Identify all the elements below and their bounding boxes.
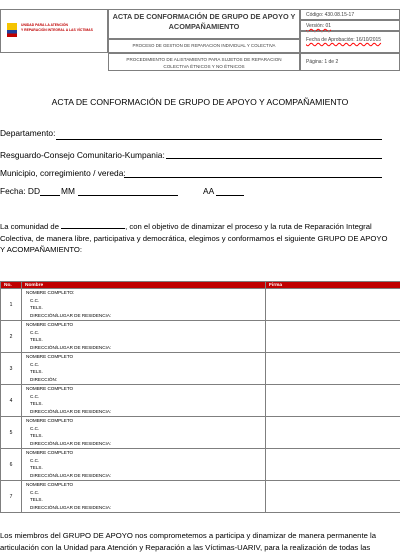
document-code: Código: 430.08.15-17	[306, 12, 355, 18]
header-title-cell	[108, 9, 300, 39]
header-process: PROCESO DE GESTION DE REPARACION INDIVIDUAL Y COLECTIVA	[132, 43, 276, 48]
fecha-mm-label: MM	[61, 186, 75, 196]
departamento-input-line[interactable]	[56, 139, 382, 140]
signature-cell[interactable]	[266, 417, 400, 449]
header-no: No.	[1, 282, 22, 289]
signature-cell[interactable]	[266, 481, 400, 513]
code-cell	[300, 9, 400, 20]
header-subprocess: PROCEDIMIENTO DE ALISTAMIENTO PARA SUJETOS DE REPARACION COLECTIVA ÉTNICOS Y NO ÉTNICOS	[126, 57, 282, 69]
closing-line-2: articulación con la Unidad para Atención y Reparación a las Víctimas-UARIV, para la realización de todas las	[0, 543, 371, 552]
table-row	[1, 481, 400, 513]
signature-cell[interactable]	[266, 385, 400, 417]
fecha-dd-input-line[interactable]	[40, 195, 60, 196]
signature-cell[interactable]	[266, 449, 400, 481]
table-row	[1, 321, 400, 353]
approval-cell	[300, 31, 400, 53]
colombia-flag-icon	[7, 23, 17, 37]
member-info-cell[interactable]: NOMBRE COMPLETO C.C. TELS. DIRECCIÓN/LUGAR DE RESIDENCIA:	[22, 321, 266, 353]
intro-line-2: Colectiva, de manera libre, participativa y democrática, elegimos y conformamos el siguiente GRUPO DE APOYO	[0, 234, 388, 243]
table-row	[1, 289, 400, 321]
row-number: 1	[1, 289, 22, 321]
closing-line-1: Los miembros del GRUPO DE APOYO nos comprometemos a participa y dinamizar de manera permanente la	[0, 531, 376, 540]
fecha-aa-label: AA	[203, 186, 215, 196]
document-header	[0, 9, 400, 67]
signature-cell[interactable]	[266, 321, 400, 353]
row-number: 6	[1, 449, 22, 481]
municipio-label: Municipio, corregimiento / vereda:	[0, 168, 126, 178]
document-version: Versión: 01	[306, 23, 332, 29]
fecha-dd-label: Fecha: DD	[0, 186, 41, 196]
row-number: 2	[1, 321, 22, 353]
departamento-label: Departamento:	[0, 128, 56, 138]
signature-cell[interactable]	[266, 289, 400, 321]
member-info-cell[interactable]: NOMBRE COMPLETO C.C. TELS. DIRECCIÓN:	[22, 353, 266, 385]
document-title: ACTA DE CONFORMACIÓN DE GRUPO DE APOYO Y ACOMPAÑAMIENTO	[51, 97, 349, 107]
intro-line-1: La comunidad de , con el objetivo de dinamizar el proceso y la ruta de Reparación Integral	[0, 222, 372, 231]
fecha-aa-input-line[interactable]	[216, 195, 244, 196]
member-info-cell[interactable]: NOMBRE COMPLETO C.C. TELS. DIRECCIÓN/LUGAR DE RESIDENCIA:	[22, 481, 266, 513]
header-title: ACTA DE CONFORMACIÓN DE GRUPO DE APOYO Y ACOMPAÑAMIENTO	[112, 12, 296, 31]
header-nombre: Nombre	[22, 282, 266, 289]
community-input-line[interactable]	[61, 221, 125, 229]
page-number: Página: 1 de 2	[306, 59, 339, 65]
member-info-cell[interactable]: NOMBRE COMPLETO C.C. TELS. DIRECCIÓN/LUGAR DE RESIDENCIA:	[22, 449, 266, 481]
member-info-cell[interactable]: NOMBRE COMPLETO C.C. TELS. DIRECCIÓN/LUGAR DE RESIDENCIA:	[22, 417, 266, 449]
header-firma: Firma	[266, 282, 400, 289]
intro-line-3: Y ACOMPAÑAMIENTO:	[0, 245, 83, 254]
table-row	[1, 353, 400, 385]
table-row	[1, 385, 400, 417]
header-subprocess-cell	[108, 53, 300, 71]
row-number: 4	[1, 385, 22, 417]
group-members-table	[0, 281, 400, 513]
row-number: 7	[1, 481, 22, 513]
municipio-input-line[interactable]	[124, 177, 382, 178]
signature-cell[interactable]	[266, 353, 400, 385]
logo-text: UNIDAD PARA LA ATENCIÓN Y REPARACIÓN INTEGRAL A LAS VÍCTIMAS	[21, 23, 93, 32]
row-number: 5	[1, 417, 22, 449]
header-process-cell	[108, 39, 300, 53]
resguardo-input-line[interactable]	[166, 158, 382, 159]
table-row	[1, 449, 400, 481]
page-cell	[300, 53, 400, 71]
table-header-row	[1, 282, 400, 289]
logo-cell	[0, 9, 108, 53]
table-row	[1, 417, 400, 449]
member-info-cell[interactable]: NOMBRE COMPLETO C.C. TELS. DIRECCIÓN/LUGAR DE RESIDENCIA:	[22, 385, 266, 417]
version-cell	[300, 20, 400, 31]
fecha-mm-input-line[interactable]	[78, 195, 178, 196]
approval-date: Fecha de Aprobación: 16/10/2015	[306, 37, 382, 43]
resguardo-label: Resguardo-Consejo Comunitario-Kumpania:	[0, 150, 165, 160]
member-info-cell[interactable]: NOMBRE COMPLETO: C.C. TELS. DIRECCIÓN/LUGAR DE RESIDENCIA:	[22, 289, 266, 321]
row-number: 3	[1, 353, 22, 385]
